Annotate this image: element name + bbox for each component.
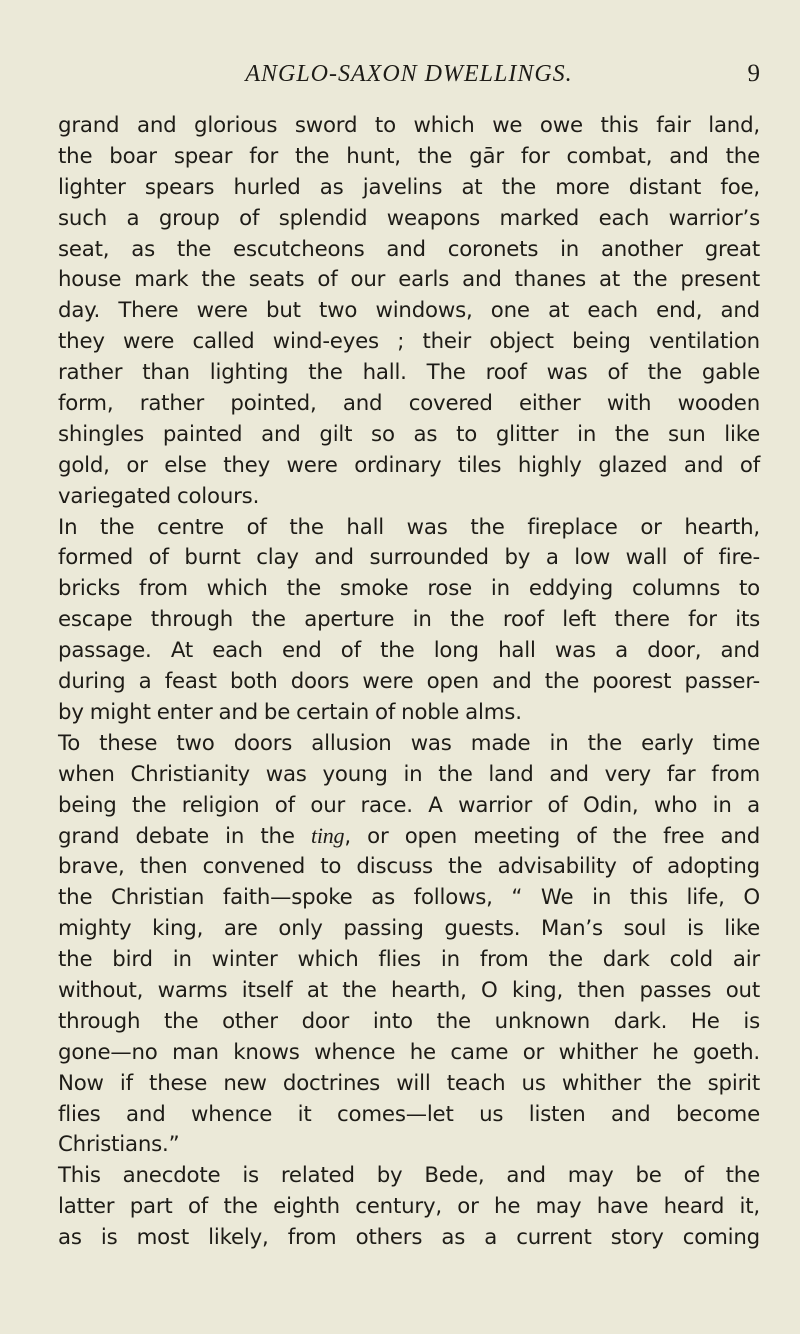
text-line: lighter spears hurled as javelins at the more distant foe, [58,174,760,200]
text-line [58,821,760,852]
text-line: brave, then convened to discuss the advisability of adopting [58,854,760,880]
text-line: shingles painted and gilt so as to glitter in the sun like [58,421,760,447]
text-line: Now if these new doctrines will teach us whither the spirit [58,1070,760,1096]
text-line: the bird in winter which flies in from the dark cold air [58,947,760,973]
text-line: without, warms itself at the hearth, O king, then passes out [58,977,760,1003]
text-segment: , or open meeting of the free and [344,824,761,850]
text-line: through the other door into the unknown dark. He is [58,1008,760,1034]
text-line: escape through the aperture in the roof left there for its [58,607,760,633]
text-line: latter part of the eighth century, or he may have heard it, [58,1194,760,1220]
text-line: variegated colours. [58,483,260,509]
text-line: by might enter and be certain of noble alms. [58,699,522,725]
text-line: the Christian faith—spoke as follows, “ We in this life, O [58,885,760,911]
text-line: gone—no man knows whence he came or whither he goeth. [58,1039,760,1065]
text-line: being the religion of our race. A warrior of Odin, who in a [58,792,760,818]
text-line: as is most likely, from others as a current story coming [58,1225,760,1251]
text-line: In the centre of the hall was the fireplace or hearth, [58,514,760,540]
body-text [58,111,760,1254]
text-line: passage. At each end of the long hall was a door, and [58,638,760,664]
text-line: formed of burnt clay and surrounded by a low wall of fire- [58,545,760,571]
text-line: bricks from which the smoke rose in eddying columns to [58,576,760,602]
running-title: ANGLO-SAXON DWELLINGS. [245,61,573,87]
text-segment: grand debate in the [58,824,311,850]
text-line: Christians.” [58,1132,180,1158]
text-line: the boar spear for the hunt, the gār for combat, and the [58,143,760,169]
text-line: gold, or else they were ordinary tiles highly glazed and of [58,452,760,478]
text-line: grand and glorious sword to which we owe this fair land, [58,113,760,138]
text-line: they were called wind-eyes ; their object being ventilation [58,329,760,355]
italic-word: ting [310,823,345,849]
text-line: seat, as the escutcheons and coronets in another great [58,236,760,262]
running-head [58,54,760,94]
page-number: 9 [747,60,760,87]
text-line: such a group of splendid weapons marked each warrior’s [58,205,760,231]
text-line: form, rather pointed, and covered either with wooden [58,391,760,417]
text-line: day. There were but two windows, one at each end, and [58,298,760,324]
text-line: house mark the seats of our earls and thanes at the present [58,267,760,293]
text-line: This anecdote is related by Bede, and may be of the [58,1163,760,1189]
text-line: rather than lighting the hall. The roof was of the gable [58,360,760,386]
text-line: mighty king, are only passing guests. Man’s soul is like [58,916,760,942]
text-line: during a feast both doors were open and the poorest passer- [58,669,760,695]
text-line: when Christianity was young in the land and very far from [58,761,760,787]
text-line: To these two doors allusion was made in the early time [58,730,760,756]
text-line: flies and whence it comes—let us listen and become [58,1101,760,1127]
